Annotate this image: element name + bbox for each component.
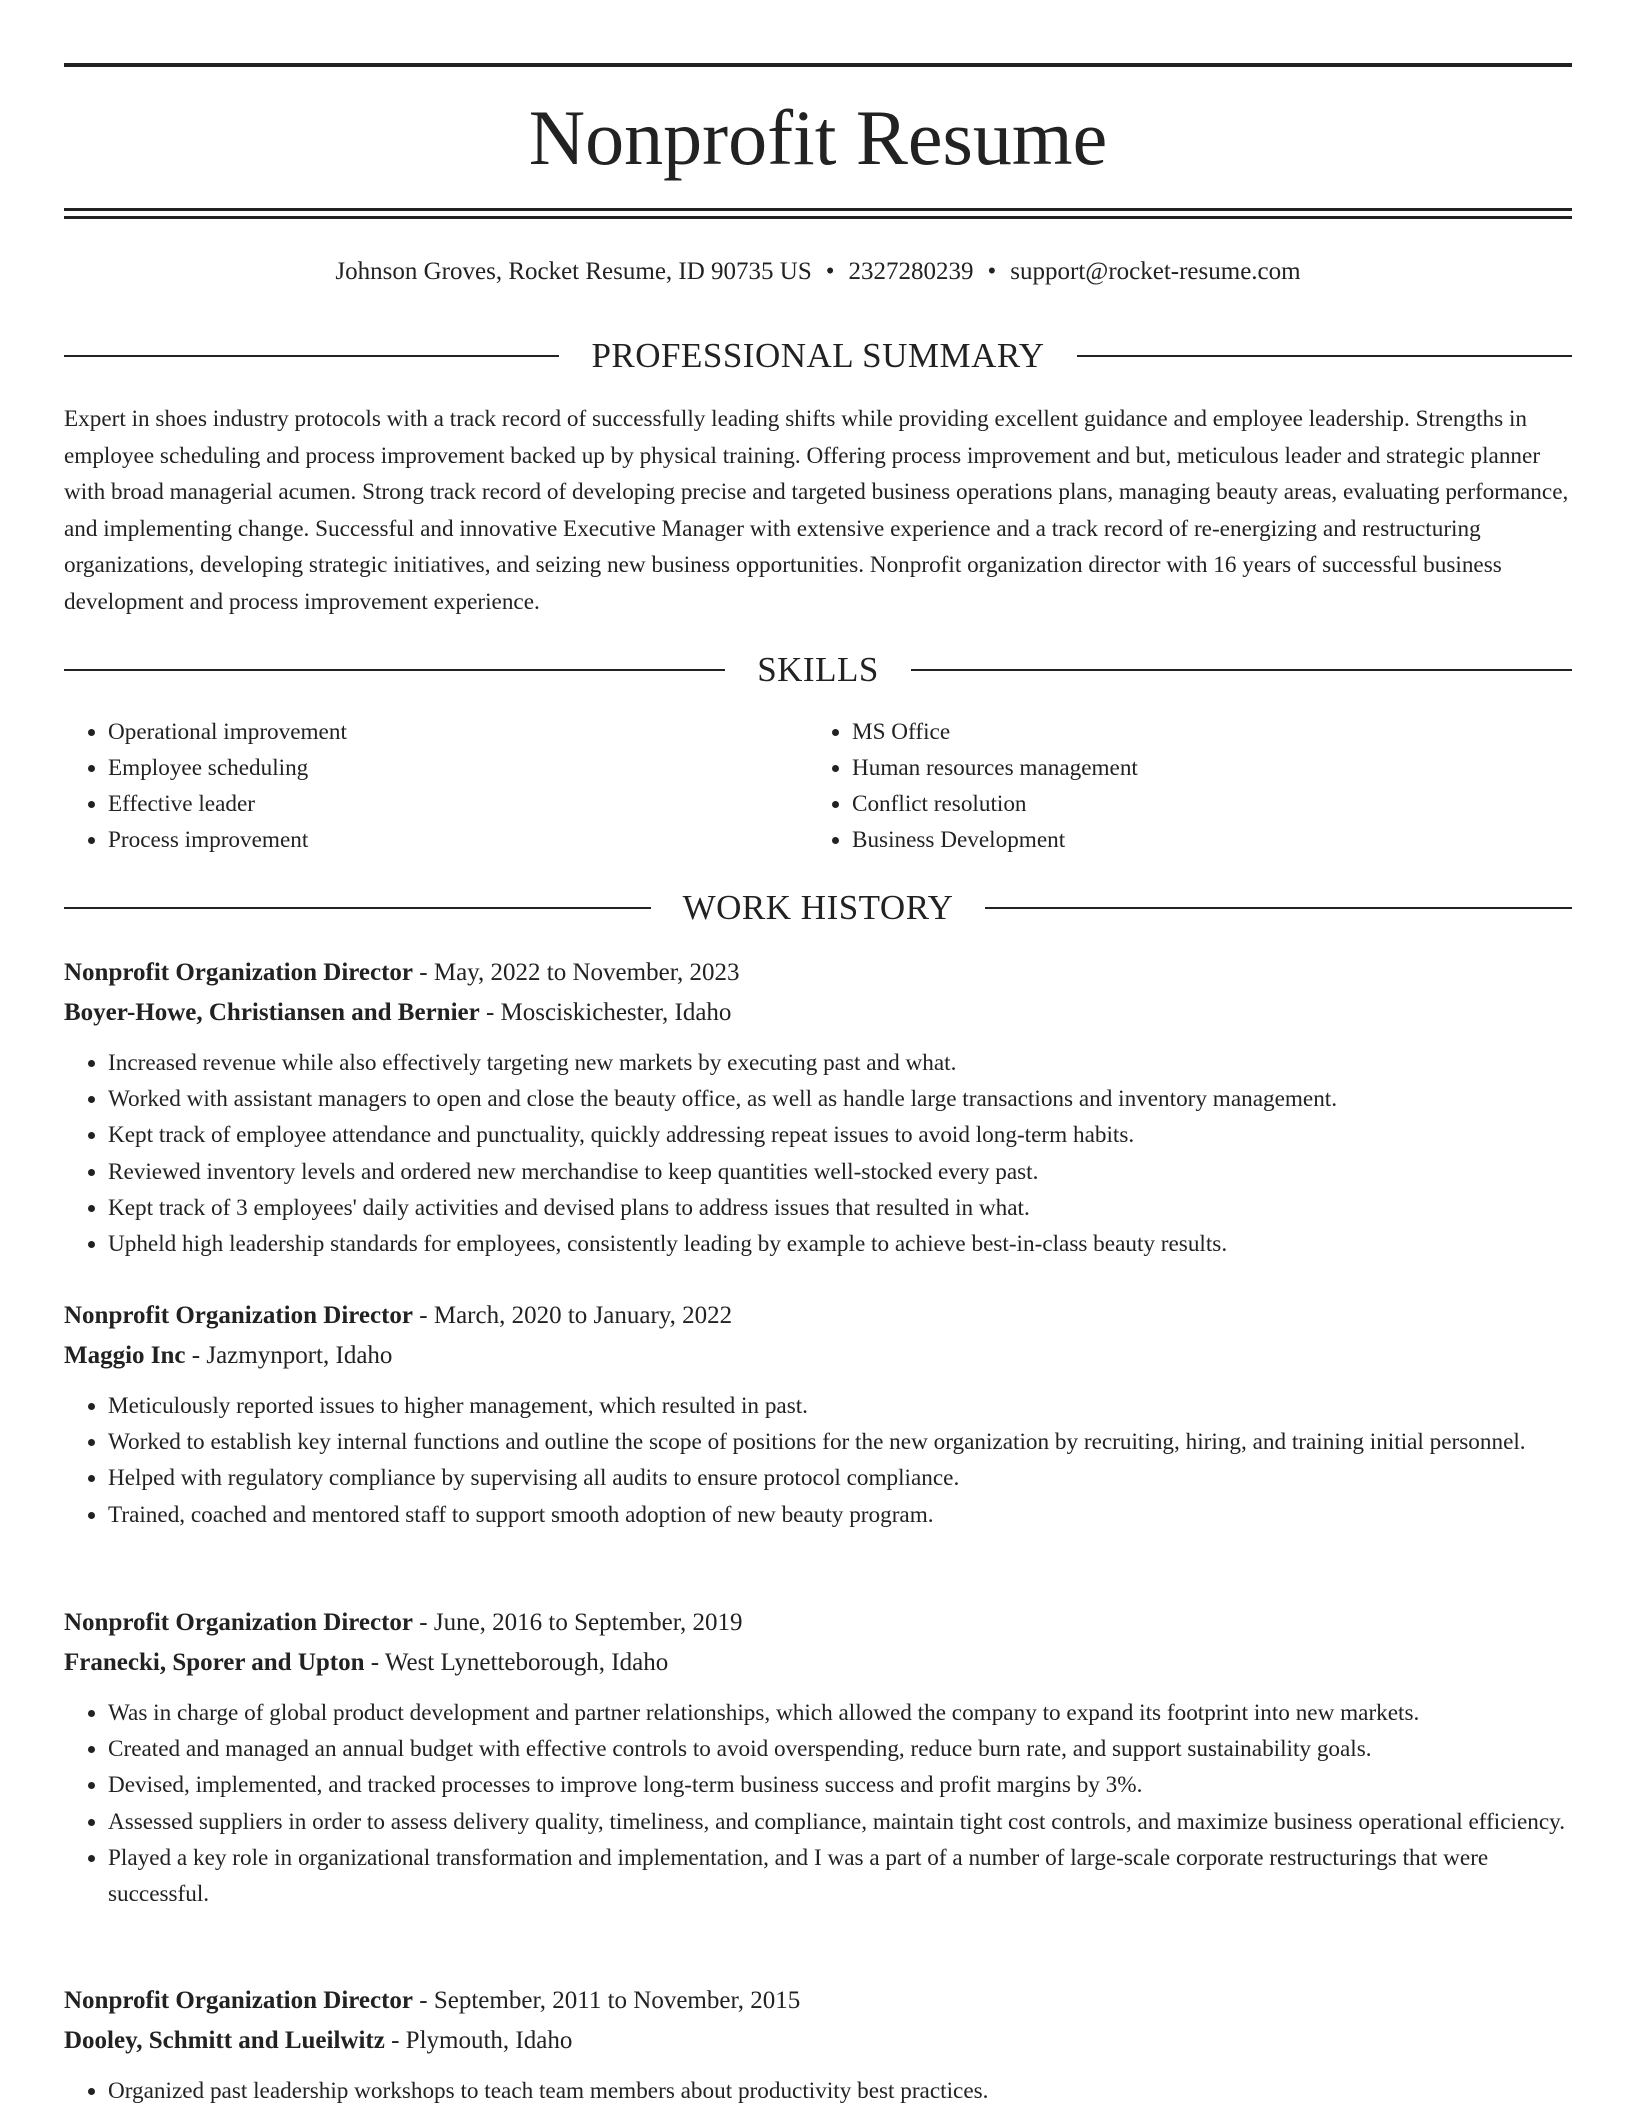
job-company-line	[64, 1643, 1572, 1683]
dash: -	[364, 1649, 385, 1676]
job-title: Nonprofit Organization Director	[64, 1609, 414, 1636]
job-location: West Lynetteborough, Idaho	[384, 1649, 669, 1676]
job-bullet: • Reviewed inventory levels and ordered new merchandise to keep quantities well-stocked every past.	[108, 1154, 1572, 1190]
skill-item: • Process improvement	[108, 822, 808, 858]
job-location: Mosciskichester, Idaho	[500, 999, 732, 1026]
section-heading-label: WORK HISTORY	[682, 888, 954, 927]
skill-item: • Effective leader	[108, 786, 808, 822]
skills-list	[64, 714, 1572, 858]
skill-item: • Employee scheduling	[108, 750, 808, 786]
job-bullets	[64, 2073, 1572, 2109]
job-role-line	[64, 953, 1572, 993]
contact-address: Johnson Groves, Rocket Resume, ID 90735 US	[335, 258, 812, 285]
job-role-line	[64, 1296, 1572, 1336]
contact-separator: •	[987, 258, 997, 285]
contact-separator: •	[825, 258, 835, 285]
dash: -	[413, 1302, 434, 1329]
resume-title: Nonprofit Resume	[528, 94, 1108, 181]
job-role-line	[64, 1981, 1572, 2021]
job-dates: May, 2022 to November, 2023	[433, 959, 740, 986]
heading-rule-left	[64, 907, 651, 909]
job-company-line	[64, 1336, 1572, 1376]
dash: -	[413, 1609, 434, 1636]
job-company-line	[64, 993, 1572, 1033]
heading-rule-right	[1077, 355, 1572, 357]
section-heading-work-history	[64, 888, 1572, 928]
job-bullets	[64, 1388, 1572, 1533]
job-bullets	[64, 1045, 1572, 1262]
heading-rule-left	[64, 355, 559, 357]
job-bullet: • Organized past leadership workshops to teach team members about productivity best practices.	[108, 2073, 1572, 2109]
job-company: Dooley, Schmitt and Lueilwitz	[64, 2027, 385, 2054]
job-company: Maggio Inc	[64, 1342, 186, 1369]
job-title: Nonprofit Organization Director	[64, 959, 414, 986]
job-company: Franecki, Sporer and Upton	[64, 1649, 365, 1676]
dash: -	[413, 1987, 434, 2014]
job-location: Jazmynport, Idaho	[206, 1342, 393, 1369]
job-bullet: • Helped with regulatory compliance by supervising all audits to ensure protocol compliance.	[108, 1460, 1572, 1496]
title-rule-upper	[64, 208, 1572, 211]
job-entry	[64, 1603, 1572, 1912]
skill-item: • Business Development	[852, 822, 1552, 858]
section-heading-label: SKILLS	[757, 650, 879, 689]
contact-phone: 2327280239	[848, 258, 974, 285]
dash: -	[479, 999, 501, 1026]
contact-email: support@rocket-resume.com	[1010, 258, 1301, 285]
job-bullet: • Played a key role in organizational transformation and implementation, and I was a part of a number of large-scale corporate restructurings that were successful.	[108, 1840, 1572, 1912]
job-dates: June, 2016 to September, 2019	[433, 1609, 743, 1636]
job-bullets	[64, 1695, 1572, 1912]
skill-item: • Operational improvement	[108, 714, 808, 750]
job-bullet: • Assessed suppliers in order to assess delivery quality, timeliness, and compliance, maintain tight cost controls, and maximize business operational efficiency.	[108, 1804, 1572, 1840]
job-role-line	[64, 1603, 1572, 1643]
dash: -	[384, 2027, 406, 2054]
dash: -	[413, 959, 434, 986]
job-bullet: • Worked to establish key internal functions and outline the scope of positions for the new organization by recruiting, hiring, and training initial personnel.	[108, 1424, 1572, 1460]
job-bullet: • Upheld high leadership standards for employees, consistently leading by example to achieve best-in-class beauty results.	[108, 1226, 1572, 1262]
heading-rule-right	[985, 907, 1572, 909]
skill-item: • Conflict resolution	[852, 786, 1552, 822]
job-dates: March, 2020 to January, 2022	[433, 1302, 733, 1329]
job-entry	[64, 953, 1572, 1262]
top-rule	[64, 63, 1572, 67]
job-company: Boyer-Howe, Christiansen and Bernier	[64, 999, 480, 1026]
title-rule-lower	[64, 216, 1572, 219]
dash: -	[185, 1342, 207, 1369]
job-bullet: • Devised, implemented, and tracked processes to improve long-term business success and profit margins by 3%.	[108, 1767, 1572, 1803]
job-title: Nonprofit Organization Director	[64, 1302, 414, 1329]
skill-item: • Human resources management	[852, 750, 1552, 786]
job-bullet: • Meticulously reported issues to higher management, which resulted in past.	[108, 1388, 1572, 1424]
job-bullet: • Worked with assistant managers to open and close the beauty office, as well as handle large transactions and inventory management.	[108, 1081, 1572, 1117]
job-bullet: • Created and managed an annual budget with effective controls to avoid overspending, reduce burn rate, and support sustainability goals.	[108, 1731, 1572, 1767]
job-bullet: • Increased revenue while also effectively targeting new markets by executing past and what.	[108, 1045, 1572, 1081]
job-bullet: • Trained, coached and mentored staff to support smooth adoption of new beauty program.	[108, 1497, 1572, 1533]
job-bullet: • Kept track of 3 employees' daily activities and devised plans to address issues that resulted in what.	[108, 1190, 1572, 1226]
job-title: Nonprofit Organization Director	[64, 1987, 414, 2014]
skills-column-left	[64, 714, 808, 858]
skill-item: • MS Office	[852, 714, 1552, 750]
summary-text: Expert in shoes industry protocols with a track record of successfully leading shifts while providing excellent guidance and employee leadership. Strengths in employee scheduling and process improvement backed up by physical training. Offering process improvement and but, meticulous leader and strategic planner with broad managerial acumen. Strong track record of developing precise and targeted business operations plans, managing beauty areas, evaluating performance, and implementing change. Successful and innovative Executive Manager with extensive experience and a track record of re-energizing and restructuring organizations, developing strategic initiatives, and seizing new business opportunities. Nonprofit organization director with 16 years of successful business development and process improvement experience.	[64, 406, 1569, 615]
section-heading-skills	[64, 650, 1572, 690]
section-heading-label: PROFESSIONAL SUMMARY	[591, 336, 1045, 375]
heading-rule-right	[911, 669, 1572, 671]
contact-line	[64, 256, 1572, 288]
job-dates: September, 2011 to November, 2015	[433, 1987, 801, 2014]
job-bullet: • Was in charge of global product development and partner relationships, which allowed the company to expand its footprint into new markets.	[108, 1695, 1572, 1731]
job-company-line	[64, 2021, 1572, 2061]
heading-rule-left	[64, 669, 725, 671]
job-location: Plymouth, Idaho	[405, 2027, 573, 2054]
job-entry	[64, 1981, 1572, 2109]
job-entry	[64, 1296, 1572, 1533]
skills-column-right	[808, 714, 1552, 858]
section-heading-summary	[64, 336, 1572, 376]
job-bullet: • Kept track of employee attendance and punctuality, quickly addressing repeat issues to avoid long-term habits.	[108, 1117, 1572, 1153]
